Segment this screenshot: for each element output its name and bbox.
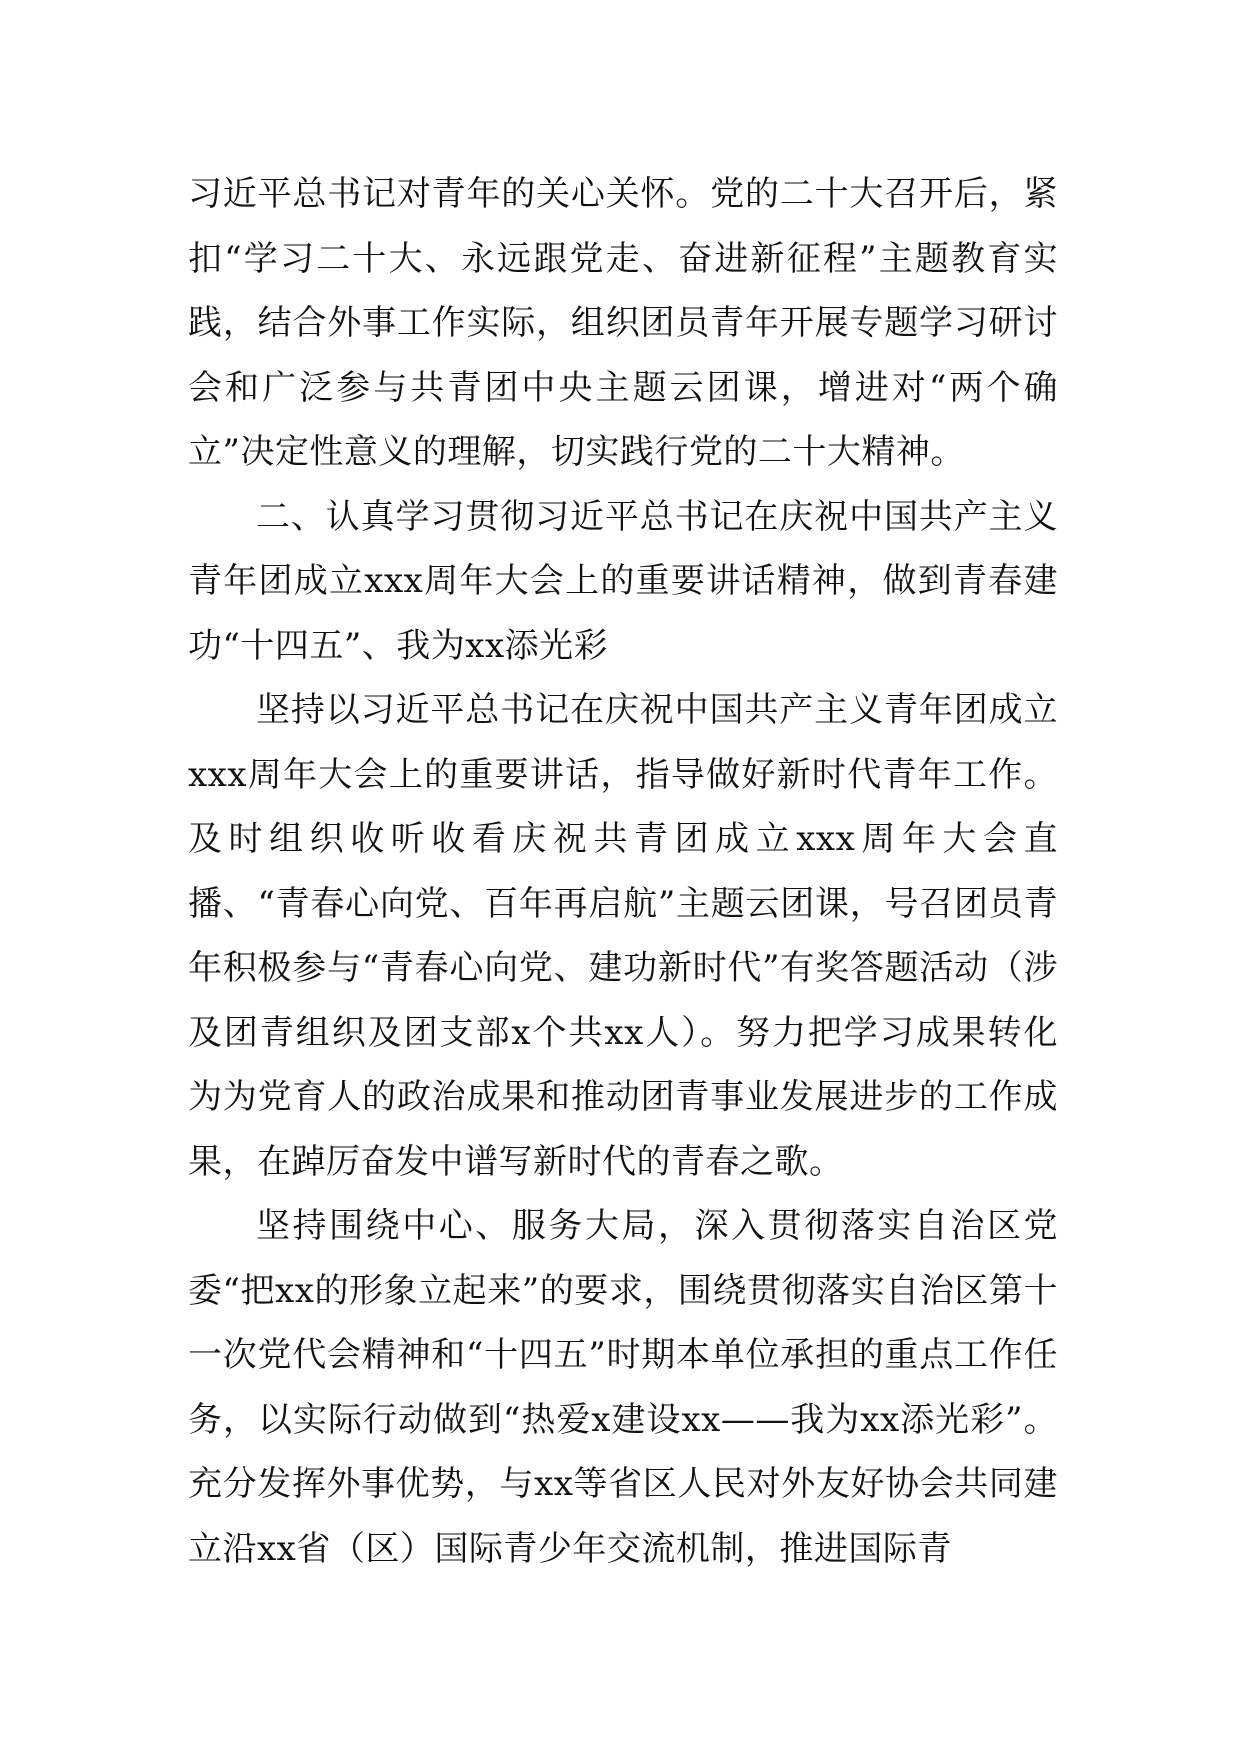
paragraph-2: 坚持以习近平总书记在庆祝中国共产主义青年团成立xxx周年大会上的重要讲话，指导做好新时代青年工作。及时组织收听收看庆祝共青团成立xxx周年大会直播、“青春心向党、百年再启航”主题云团课，号召团员青年积极参与“青春心向党、建功新时代”有奖答题活动（涉及团青组织及团支部x个共xx人）。努力把学习成果转化为为党育人的政治成果和推动团青事业发展进步的工作成果，在踔厉奋发中谱写新时代的青春之歌。: [188, 690, 1058, 1182]
paragraph-1: 习近平总书记对青年的关心关怀。党的二十大召开后，紧扣“学习二十大、永远跟党走、奋进新征程”主题教育实践，结合外事工作实际，组织团员青年开展专题学习研讨会和广泛参与共青团中央主题云团课，增进对“两个确立”决定性意义的理解，切实践行党的二十大精神。: [188, 174, 1058, 472]
section-heading-2: 二、认真学习贯彻习近平总书记在庆祝中国共产主义青年团成立xxx周年大会上的重要讲话精神，做到青春建功“十四五”、我为xx添光彩: [188, 496, 1058, 666]
paragraph-3: 坚持围绕中心、服务大局，深入贯彻落实自治区党委“把xx的形象立起来”的要求，围绕贯彻落实自治区第十一次党代会精神和“十四五”时期本单位承担的重点工作任务，以实际行动做到“热爱x建设xx——我为xx添光彩”。充分发挥外事优势，与xx等省区人民对外友好协会共同建立沿xx省（区）国际青少年交流机制，推进国际青: [188, 1206, 1058, 1569]
document-body: [188, 162, 1058, 1581]
